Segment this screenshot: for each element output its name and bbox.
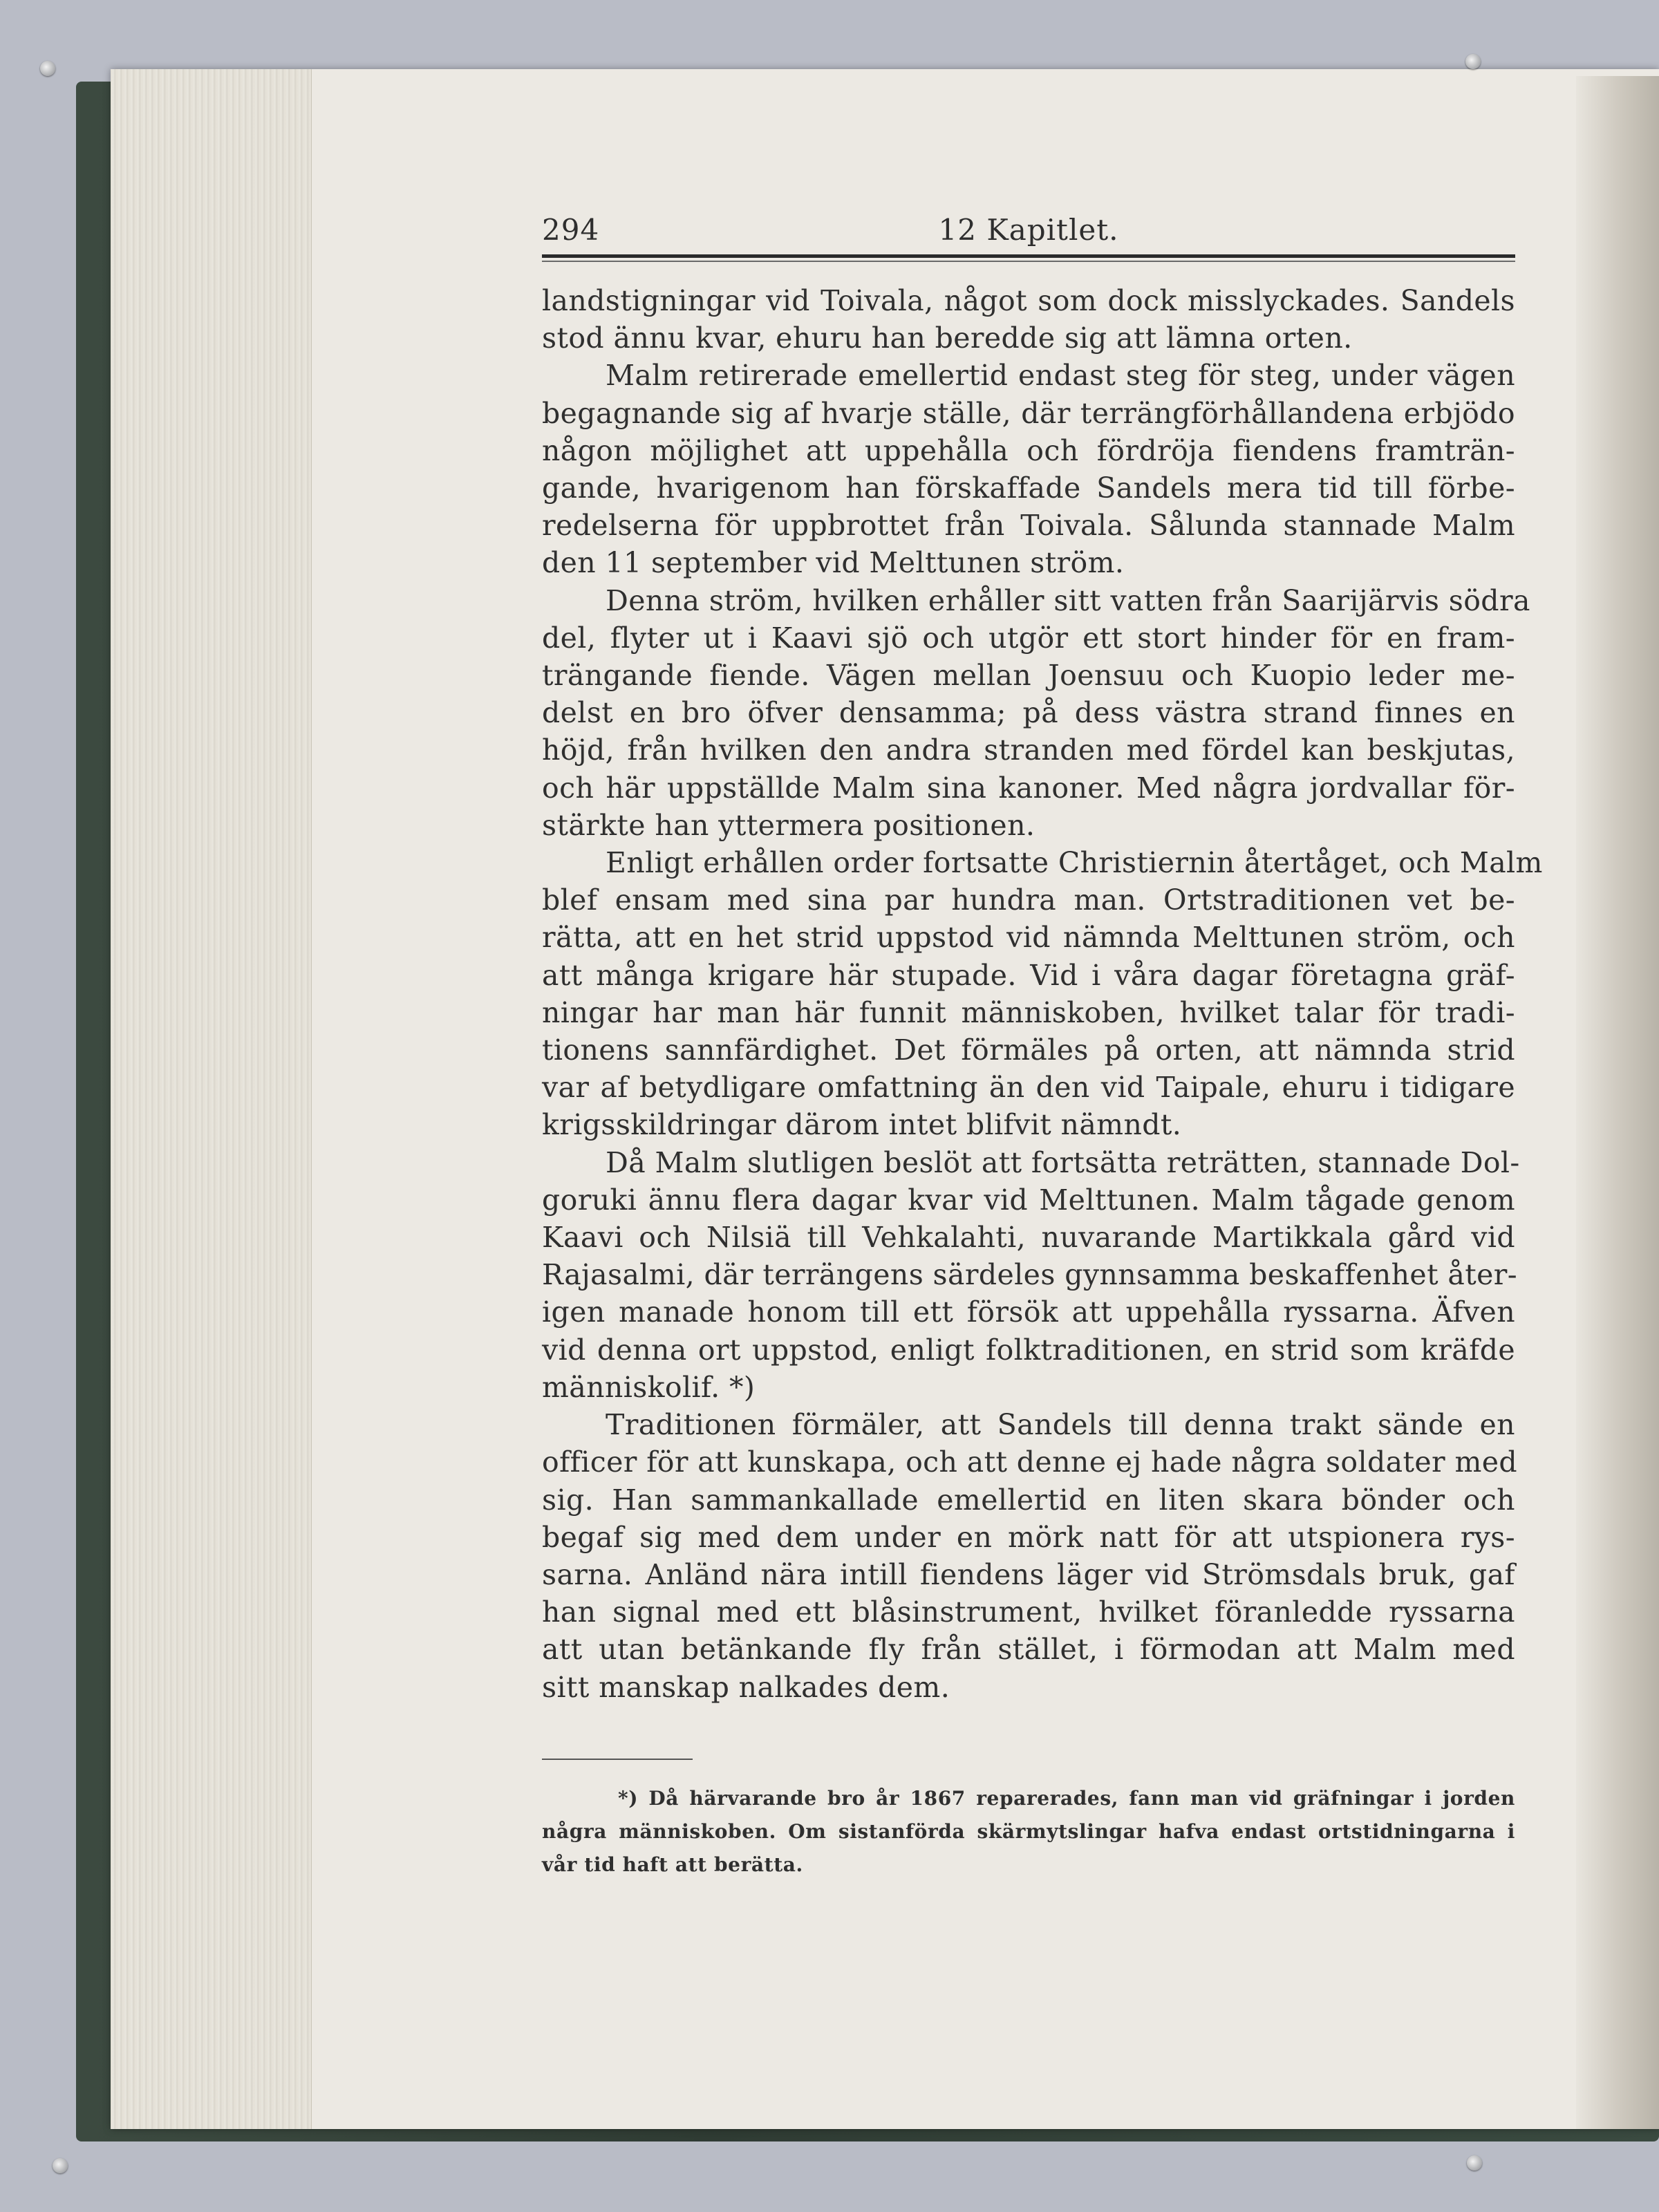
text-line: begagnande sig af hvarje ställe, där terrängförhållandena erbjödo <box>542 396 1515 430</box>
text-line: Denna ström, hvilken erhåller sitt vatten från Saarijärvis södra <box>606 583 1530 617</box>
text-line: Malm retirerade emellertid endast steg för steg, under vägen <box>606 359 1515 393</box>
text-line: höjd, från hvilken den andra stranden med fördel kan beskjutas, <box>542 733 1515 767</box>
pin-icon <box>1467 2155 1482 2171</box>
text-line: del, flyter ut i Kaavi sjö och utgör ett stort hinder för en fram- <box>542 621 1515 655</box>
paragraph <box>542 282 1515 357</box>
text-line: sig. Han sammankallade emellertid en liten skara bönder och <box>542 1483 1515 1517</box>
text-line: tionens sannfärdighet. Det förmäles på orten, att nämnda strid <box>542 1033 1515 1067</box>
text-line: krigsskildringar därom intet blifvit nämndt. <box>542 1108 1182 1142</box>
text-line: sarna. Anländ nära intill fiendens läger vid Strömsdals bruk, gaf <box>542 1557 1515 1591</box>
running-head: 12 Kapitlet. <box>938 213 1119 247</box>
text-line: Enligt erhållen order fortsatte Christiernin återtåget, och Malm <box>606 846 1543 880</box>
header-rule <box>542 261 1515 262</box>
text-line: goruki ännu flera dagar kvar vid Melttunen. Malm tågade genom <box>542 1183 1515 1217</box>
pin-icon <box>1465 54 1481 69</box>
paragraph <box>542 357 1515 581</box>
text-line: människolif. *) <box>542 1370 756 1404</box>
paragraph <box>542 582 1530 844</box>
footnote-line: vår tid haft att berätta. <box>542 1853 803 1876</box>
text-line: blef ensam med sina par hundra man. Ortstraditionen vet be- <box>542 883 1515 917</box>
paragraph <box>542 1406 1518 1706</box>
text-line: att många krigare här stupade. Vid i våra dagar företagna gräf- <box>542 958 1515 992</box>
footnote-line: *) Då härvarande bro år 1867 reparerades, fann man vid gräfningar i jorden <box>618 1787 1515 1810</box>
text-line: stod ännu kvar, ehuru han beredde sig att lämna orten. <box>542 321 1353 355</box>
footnote-line: några människoben. Om sistanförda skärmytslingar hafva endast ortstidningarna i <box>542 1820 1515 1843</box>
text-line: trängande fiende. Vägen mellan Joensuu och Kuopio leder me- <box>542 659 1515 693</box>
text-line: Kaavi och Nilsiä till Vehkalahti, nuvarande Martikkala gård vid <box>542 1221 1515 1255</box>
pin-icon <box>40 61 55 76</box>
page-edges-stack <box>111 69 312 2129</box>
page-number: 294 <box>542 213 600 247</box>
pin-icon <box>53 2158 68 2173</box>
text-line: och här uppställde Malm sina kanoner. Med några jordvallar för- <box>542 771 1515 805</box>
footnote <box>542 1782 1515 1882</box>
text-line: den 11 september vid Melttunen ström. <box>542 546 1125 580</box>
text-line: redelserna för uppbrottet från Toivala. Sålunda stannade Malm <box>542 509 1515 543</box>
text-line: igen manade honom till ett försök att uppehålla ryssarna. Äfven <box>542 1295 1515 1329</box>
text-line: var af betydligare omfattning än den vid Taipale, ehuru i tidigare <box>542 1071 1515 1105</box>
text-line: stärkte han yttermera positionen. <box>542 808 1035 842</box>
text-line: delst en bro öfver densamma; på dess västra strand finnes en <box>542 696 1515 730</box>
text-line: landstigningar vid Toivala, något som dock misslyckades. Sandels <box>542 284 1515 317</box>
footnote-rule <box>542 1759 693 1760</box>
page-header <box>542 213 1515 258</box>
book-gutter <box>1576 76 1659 2129</box>
text-line: vid denna ort uppstod, enligt folktraditionen, en strid som kräfde <box>542 1333 1515 1367</box>
body-text <box>542 282 1543 1706</box>
text-line: officer för att kunskapa, och att denne ej hade några soldater med <box>542 1445 1518 1479</box>
text-line: begaf sig med dem under en mörk natt för att utspionera rys- <box>542 1520 1515 1554</box>
text-line: någon möjlighet att uppehålla och fördröja fiendens framträn- <box>542 433 1515 467</box>
text-line: Då Malm slutligen beslöt att fortsätta reträtten, stannade Dol- <box>606 1145 1520 1179</box>
paragraph <box>542 844 1543 1144</box>
text-line: Rajasalmi, där terrängens särdeles gynnsamma beskaffenhet åter- <box>542 1258 1518 1292</box>
text-line: att utan betänkande fly från stället, i förmodan att Malm med <box>542 1633 1515 1667</box>
text-line: han signal med ett blåsinstrument, hvilket föranledde ryssarna <box>542 1595 1515 1629</box>
text-line: Traditionen förmäler, att Sandels till denna trakt sände en <box>606 1408 1515 1442</box>
text-line: rätta, att en het strid uppstod vid nämnda Melttunen ström, och <box>542 921 1515 955</box>
text-line: gande, hvarigenom han förskaffade Sandels mera tid till förbe- <box>542 471 1515 505</box>
text-line: ningar har man här funnit människoben, hvilket talar för tradi- <box>542 995 1515 1029</box>
text-line: sitt manskap nalkades dem. <box>542 1670 950 1704</box>
paragraph <box>542 1144 1520 1406</box>
